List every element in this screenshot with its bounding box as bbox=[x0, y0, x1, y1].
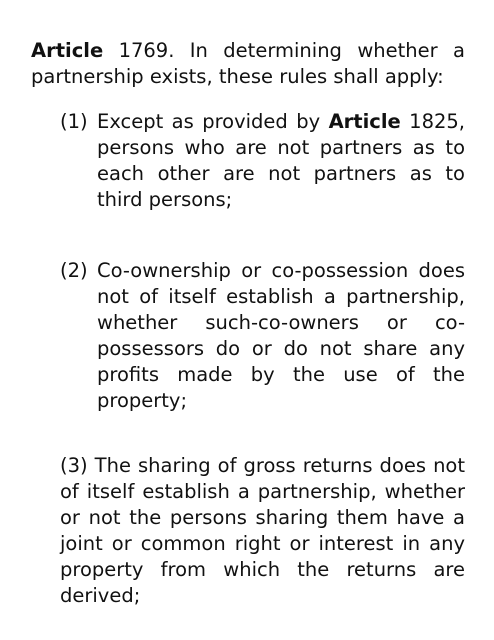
rule-1-text bbox=[60, 109, 465, 213]
article-intro-text: 1769. In determining whether a partnership exists, these rules shall apply: bbox=[31, 39, 465, 88]
rule-1-text-pre: Except as provided by bbox=[97, 110, 329, 133]
rule-2-number: (2) bbox=[60, 259, 88, 282]
rule-3 bbox=[60, 453, 465, 609]
rule-2-text: Co-ownership or co-possession does not of itself establish a partnership, whether such-co-owners or co-possessors do or do not share any profits made by the use of the property; bbox=[97, 259, 465, 412]
rule-1-text-post: 1825, persons who are not partners as to each other are not partners as to third persons; bbox=[97, 110, 465, 211]
article-label: Article bbox=[31, 39, 104, 62]
rule-1 bbox=[60, 109, 465, 213]
rule-3-text: The sharing of gross returns does not of itself establish a partnership, whether or not the persons sharing them have a joint or common right or interest in any property from which the returns are derived; bbox=[60, 454, 465, 607]
rule-1-number: (1) bbox=[60, 110, 88, 133]
rule-2 bbox=[60, 258, 465, 414]
rule-3-number: (3) bbox=[60, 454, 88, 477]
article-intro bbox=[31, 38, 465, 90]
rule-1-article-label: Article bbox=[328, 110, 401, 133]
